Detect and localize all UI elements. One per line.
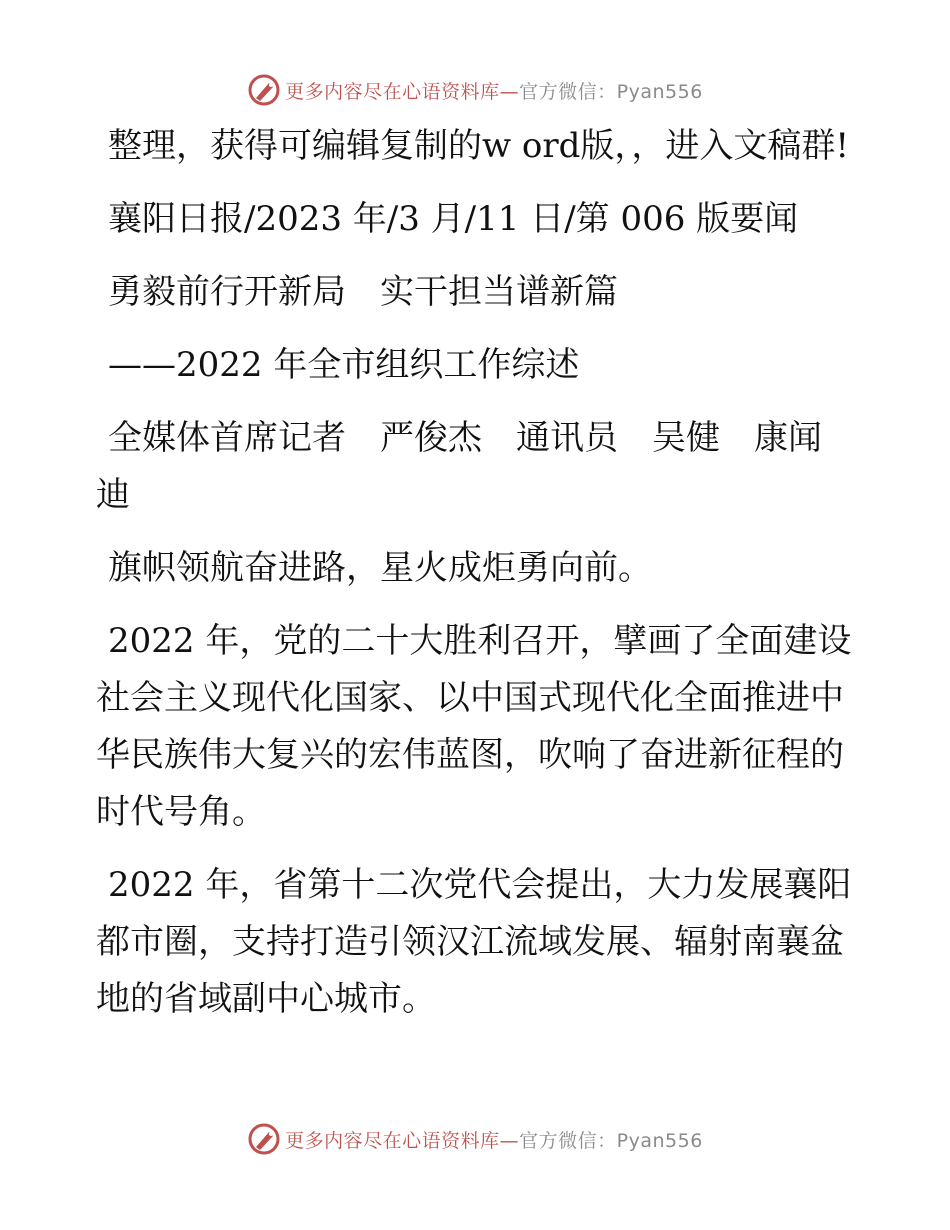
article-subtitle: ——2022 年全市组织工作综述 [108,345,580,385]
footer-watermark [0,1122,950,1156]
watermark-text: 更多内容尽在心语资料库— [285,80,520,103]
body-paragraph: 2022 年，省第十二次党代会提出，大力发展襄阳都市圈，支持打造引领汉江流域发展、辐射南襄盆地的省域副中心城市。 [96,865,852,1019]
watermark-suffix: 官方微信：Pyan556 [519,80,703,103]
intro-paragraph: 整理，获得可编辑复制的w ord版，，进入文稿群! [108,126,850,166]
byline: 全媒体首席记者 严俊杰 通讯员 吴健 康闻迪 [96,418,822,515]
body-paragraph: 旗帜领航奋进路，星火成炬勇向前。 [108,548,652,588]
source-line: 襄阳日报/2023 年/3 月/11 日/第 006 版要闻 [108,199,799,239]
watermark-suffix: 官方微信：Pyan556 [519,1129,703,1152]
pen-logo-icon [247,73,281,107]
watermark-text: 更多内容尽在心语资料库— [285,1129,520,1152]
header-watermark [0,73,950,107]
pen-logo-icon [247,1122,281,1156]
article-title: 勇毅前行开新局 实干担当谱新篇 [108,272,618,312]
body-paragraph: 2022 年，党的二十大胜利召开，擘画了全面建设社会主义现代化国家、以中国式现代化全面推进中华民族伟大复兴的宏伟蓝图，吹响了奋进新征程的时代号角。 [96,621,852,832]
document-body [96,118,852,1044]
